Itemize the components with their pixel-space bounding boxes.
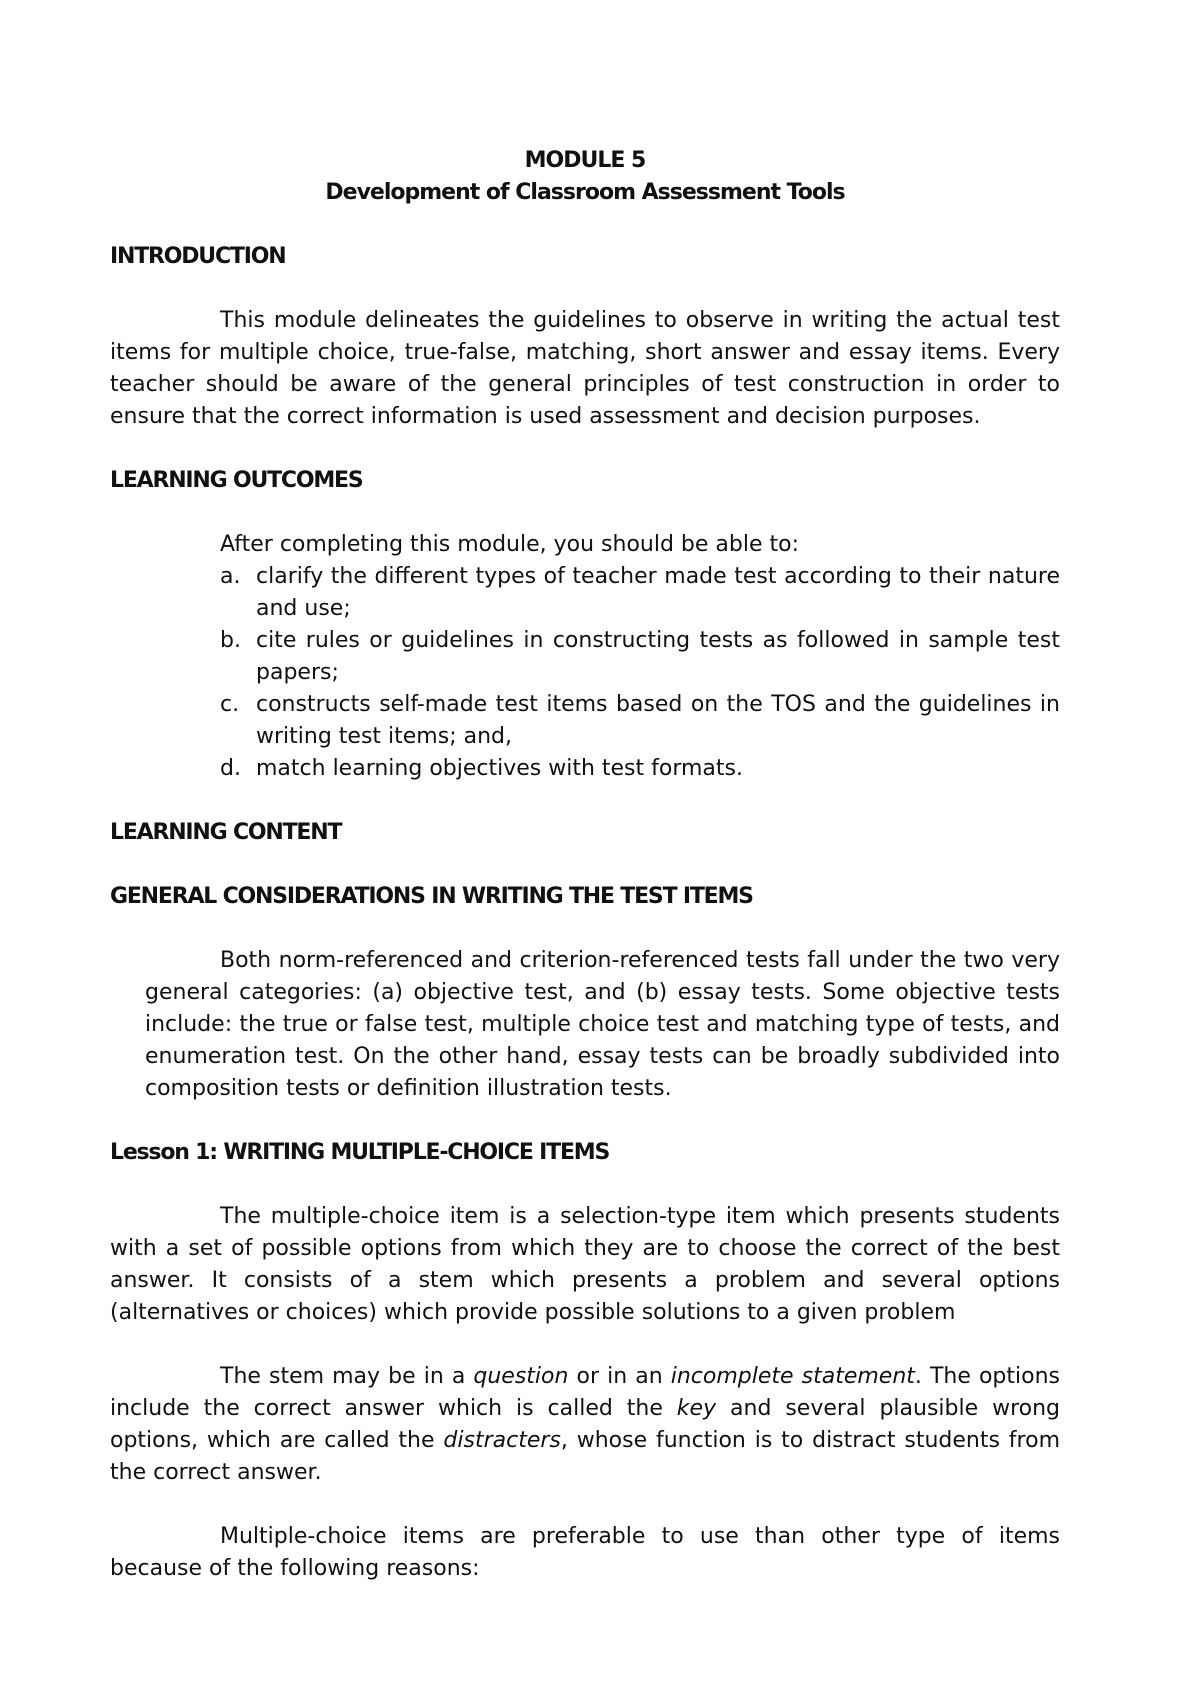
outcome-marker: a.	[220, 564, 241, 589]
lesson1-paragraph-2	[110, 1361, 1060, 1489]
general-considerations-heading: GENERAL CONSIDERATIONS IN WRITING THE TEST ITEMS	[110, 884, 753, 909]
learning-content-heading: LEARNING CONTENT	[110, 820, 342, 845]
module-number: MODULE 5	[524, 148, 646, 173]
lesson1-heading: Lesson 1: WRITING MULTIPLE-CHOICE ITEMS	[110, 1140, 610, 1165]
term-distracters: distracters	[443, 1428, 561, 1453]
general-considerations-paragraph: Both norm-referenced and criterion-referenced tests fall under the two very general categories: (a) objective test, and (b) essay tests. Some objective tests include: the true or false test, multiple choice test and matching type of tests, and enumeration test. On the other hand, essay tests can be broadly subdivided into composition tests or definition illustration tests.	[145, 948, 1060, 1101]
outcome-item	[220, 625, 1060, 689]
outcomes-intro: After completing this module, you should be able to:	[220, 532, 800, 557]
lesson1-paragraph-1: The multiple-choice item is a selection-type item which presents students with a set of possible options from which they are to choose the correct of the best answer. It consists of a stem which presents a problem and several options (alternatives or choices) which provide possible solutions to a given problem	[110, 1204, 1060, 1325]
para2-text-4: and several plausible wrong options, which are called the	[110, 1396, 1060, 1453]
outcome-item	[220, 561, 1060, 625]
outcomes-list	[110, 561, 1060, 785]
outcome-text: match learning objectives with test formats.	[256, 756, 743, 781]
introduction-heading: INTRODUCTION	[110, 244, 286, 269]
lesson1-paragraph-3: Multiple-choice items are preferable to use than other type of items because of the following reasons:	[110, 1524, 1060, 1581]
outcome-text: constructs self-made test items based on the TOS and the guidelines in writing test items; and,	[256, 692, 1060, 749]
term-key: key	[676, 1396, 717, 1421]
outcome-text: clarify the different types of teacher made test according to their nature and use;	[256, 564, 1060, 621]
para2-text-2: or in an	[568, 1364, 671, 1389]
outcome-marker: b.	[220, 628, 241, 653]
learning-outcomes-heading: LEARNING OUTCOMES	[110, 468, 363, 493]
term-incomplete-statement: incomplete statement	[670, 1364, 915, 1389]
introduction-paragraph: This module delineates the guidelines to observe in writing the actual test items for multiple choice, true-false, matching, short answer and essay items. Every teacher should be aware of the general principles of test construction in order to ensure that the correct information is used assessment and decision purposes.	[110, 308, 1060, 429]
outcome-text: cite rules or guidelines in constructing tests as followed in sample test papers;	[256, 628, 1060, 685]
para2-text-1: The stem may be in a	[220, 1364, 474, 1389]
para2-text-5: , whose function is to distract students from the correct answer.	[110, 1428, 1060, 1485]
document-content	[110, 145, 1060, 1585]
outcome-marker: d.	[220, 756, 241, 781]
outcome-item	[220, 753, 1060, 785]
term-question: question	[473, 1364, 569, 1389]
outcome-item	[220, 689, 1060, 753]
outcome-marker: c.	[220, 692, 240, 717]
general-considerations-block	[110, 945, 1060, 1105]
para2-text-3: . The options include the correct answer which is called the	[110, 1364, 1060, 1421]
module-title: Development of Classroom Assessment Tools	[325, 180, 845, 205]
